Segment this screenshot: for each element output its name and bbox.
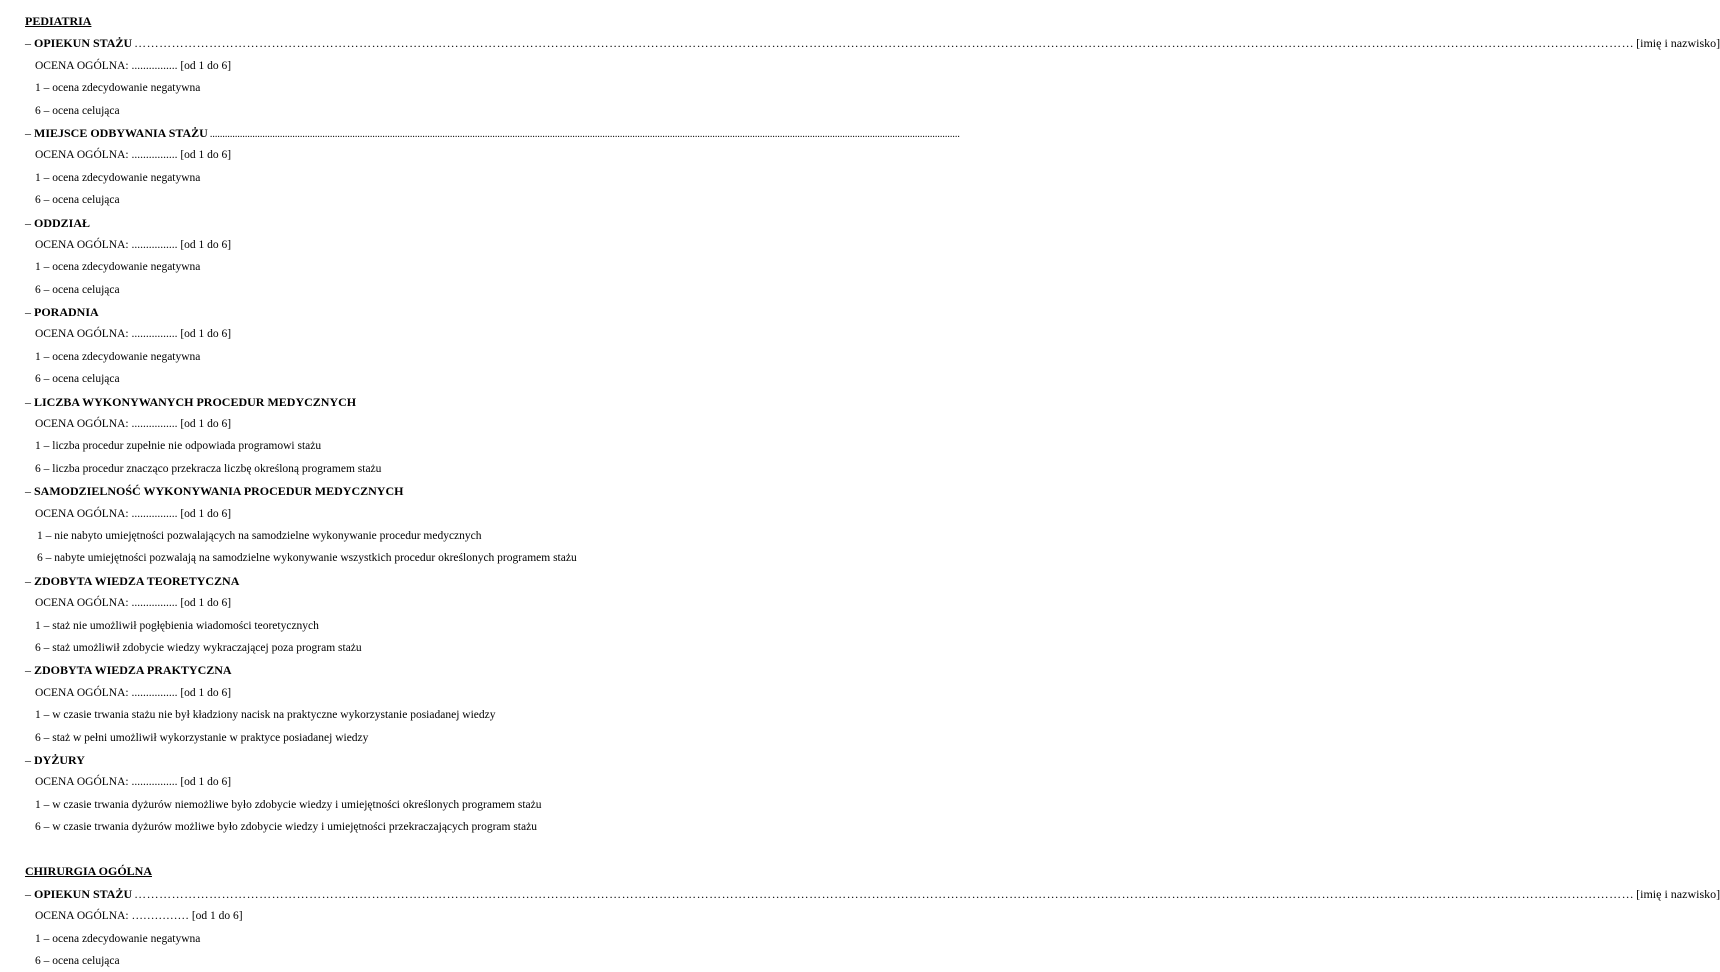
group-label: MIEJSCE ODBYWANIA STAŻU (34, 125, 208, 140)
group-heading (25, 32, 1720, 54)
fill-in-field[interactable]: ……………………………………………………………………………………………………………………………………………………………………………………………………………………………………………………………………………………………………………………………… (134, 36, 1635, 51)
field-hint: [imię i nazwisko] (1636, 36, 1720, 51)
dash-marker: – (25, 215, 31, 230)
dash-marker: – (25, 752, 31, 767)
dash-marker: – (25, 886, 31, 901)
group-label: ZDOBYTA WIEDZA TEORETYCZNA (34, 573, 240, 588)
overall-rating-line[interactable]: OCENA OGÓLNA: ................ [od 1 do 6] (35, 238, 232, 251)
section-spacer (25, 838, 697, 860)
group-heading (25, 883, 1720, 905)
group-label: PORADNIA (34, 305, 99, 320)
fill-in-field[interactable]: ……………………………………………………………………………………………………………………………………………………………………………………………………………………………………………………………………………………………………………………………… (134, 886, 1635, 901)
section-title: CHIRURGIA OGÓLNA (25, 864, 153, 879)
scale-description: 1 – nie nabyto umiejętności pozwalających na samodzielne wykonywanie procedur medycznych (37, 529, 482, 542)
scale-description: 1 – ocena zdecydowanie negatywna (35, 350, 201, 363)
dash-marker: – (25, 484, 31, 499)
evaluation-document (25, 10, 1720, 972)
scale-description: 6 – nabyte umiejętności pozwalają na samodzielne wykonywanie wszystkich procedur określonych programem stażu (37, 552, 577, 565)
group-heading (25, 659, 697, 681)
overall-rating-line[interactable]: OCENA OGÓLNA: …………… [od 1 do 6] (35, 910, 243, 923)
scale-description: 1 – liczba procedur zupełnie nie odpowiada programowi stażu (35, 440, 322, 453)
scale-description: 6 – liczba procedur znacząco przekracza liczbę określoną programem stażu (35, 462, 382, 475)
group-heading (25, 212, 697, 234)
overall-rating-line[interactable]: OCENA OGÓLNA: ................ [od 1 do 6] (35, 418, 232, 431)
scale-description: 1 – staż nie umożliwił pogłębienia wiadomości teoretycznych (35, 619, 319, 632)
scale-description: 6 – w czasie trwania dyżurów możliwe było zdobycie wiedzy i umiejętności przekraczających program stażu (35, 821, 537, 834)
scale-description: 6 – ocena celująca (35, 373, 120, 386)
overall-rating-line[interactable]: OCENA OGÓLNA: ................ [od 1 do 6] (35, 507, 232, 520)
group-label: ODDZIAŁ (34, 215, 91, 230)
dash-marker: – (25, 305, 31, 320)
scale-description: 6 – ocena celująca (35, 955, 120, 968)
scale-description: 1 – ocena zdecydowanie negatywna (35, 932, 201, 945)
scale-description: 1 – ocena zdecydowanie negatywna (35, 171, 201, 184)
group-heading (25, 570, 697, 592)
group-heading (25, 301, 697, 323)
scale-description: 6 – ocena celująca (35, 283, 120, 296)
scale-description: 6 – ocena celująca (35, 104, 120, 117)
scale-description: 1 – w czasie trwania dyżurów niemożliwe było zdobycie wiedzy i umiejętności określonych programem stażu (35, 798, 542, 811)
field-hint: [imię i nazwisko] (1636, 886, 1720, 901)
overall-rating-line[interactable]: OCENA OGÓLNA: ................ [od 1 do 6] (35, 776, 232, 789)
overall-rating-line[interactable]: OCENA OGÓLNA: ................ [od 1 do 6] (35, 686, 232, 699)
overall-rating-line[interactable]: OCENA OGÓLNA: ................ [od 1 do 6] (35, 597, 232, 610)
scale-description: 1 – ocena zdecydowanie negatywna (35, 261, 201, 274)
group-heading (25, 480, 697, 502)
overall-rating-line[interactable]: OCENA OGÓLNA: ................ [od 1 do 6] (35, 149, 232, 162)
scale-description: 1 – w czasie trwania stażu nie był kładziony nacisk na praktyczne wykorzystanie posiadanej wiedzy (35, 709, 496, 722)
scale-description: 6 – ocena celująca (35, 194, 120, 207)
group-label: SAMODZIELNOŚĆ WYKONYWANIA PROCEDUR MEDYCZNYCH (34, 484, 404, 499)
group-heading (25, 391, 697, 413)
overall-rating-line[interactable]: OCENA OGÓLNA: ................ [od 1 do 6] (35, 59, 232, 72)
dash-marker: – (25, 36, 31, 51)
dash-marker: – (25, 125, 31, 140)
scale-description: 1 – ocena zdecydowanie negatywna (35, 82, 201, 95)
scale-description: 6 – staż w pełni umożliwił wykorzystanie w praktyce posiadanej wiedzy (35, 731, 369, 744)
overall-rating-line[interactable]: OCENA OGÓLNA: ................ [od 1 do 6] (35, 328, 232, 341)
group-label: DYŻURY (34, 752, 85, 767)
group-heading (25, 749, 697, 771)
scale-description: 6 – staż umożliwił zdobycie wiedzy wykraczającej poza program stażu (35, 641, 362, 654)
section-title: PEDIATRIA (25, 14, 92, 28)
group-label: LICZBA WYKONYWANYCH PROCEDUR MEDYCZNYCH (34, 394, 357, 409)
group-label: ZDOBYTA WIEDZA PRAKTYCZNA (34, 663, 232, 678)
dash-marker: – (25, 394, 31, 409)
dash-marker: – (25, 663, 31, 678)
group-label: OPIEKUN STAŻU (34, 36, 133, 51)
group-label: OPIEKUN STAŻU (34, 886, 133, 901)
dash-marker: – (25, 573, 31, 588)
fill-in-field[interactable]: ............................................................................................................................................................................................................................................................................................................ (209, 128, 960, 140)
group-heading (25, 122, 960, 144)
